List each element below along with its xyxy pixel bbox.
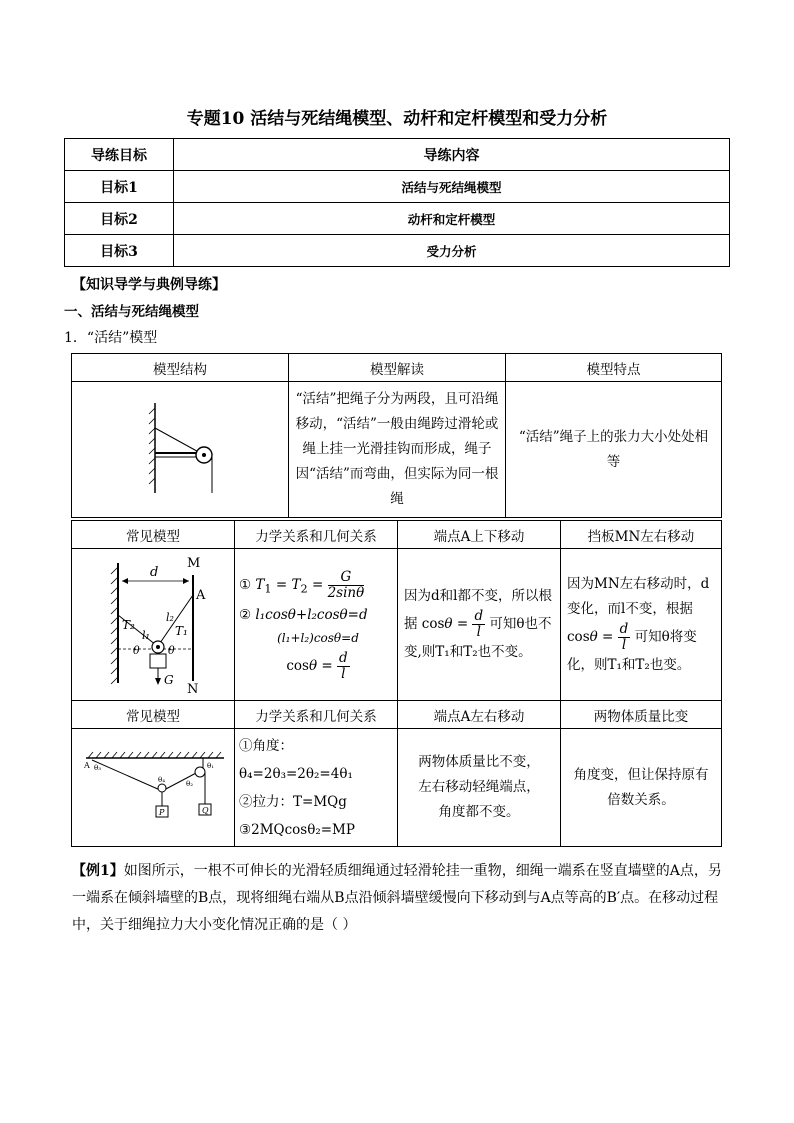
goals-header-goal: 导练目标	[65, 139, 174, 171]
vertical-analysis-a: 因为d和l都不变，所以根据	[404, 588, 552, 632]
relation-angle: ①角度：θ₄=2θ₃=2θ₂=4θ₁	[239, 737, 353, 782]
page-title: 专题10 活结与死结绳模型、动杆和定杆模型和受力分析	[186, 109, 608, 129]
force-relations-2	[235, 729, 398, 847]
formula-geometry: l₁cosθ+l₂cosθ=d	[255, 606, 368, 623]
label-theta-right: θ	[168, 643, 175, 657]
baffle-move-analysis: 因为MN左右移动时，d变化，而l不变，根据 cosθ = $\frac{d}{l}$ 可知θ将变化，则T₁和T₂也变。	[561, 549, 722, 701]
goal-content: 受力分析	[174, 235, 730, 267]
goal-label: 目标2	[65, 203, 174, 235]
label-theta3: θ₃	[94, 763, 102, 772]
label-Q: Q	[202, 805, 209, 815]
label-theta-left: θ	[133, 643, 140, 657]
label-theta1: θ₁	[207, 761, 215, 770]
example-text: 如图所示，一根不可伸长的光滑轻质细绳通过轻滑轮挂一重物，细绳一端系在竖直墙壁的A点，另一端系在倾斜墙壁的B点，现将细绳右端从B点沿倾斜墙壁缓慢向下移动到与A点等高的B′点。在移动过程中，关于细绳拉力大小变化情况正确的是（ ）	[72, 863, 722, 933]
endpoint-vertical-analysis: 因为d和l都不变，所以根据 cosθ = $\frac{d}{l}$ 可知θ也不变,则T₁和T₂也不变。	[398, 549, 561, 701]
model-feature: “活结”绳子上的张力大小处处相等	[506, 382, 722, 518]
formula-sum: (l₁+l₂)cosθ=d	[277, 630, 359, 645]
formula-index-1: ①	[239, 576, 252, 593]
common-header-model: 常见模型	[72, 521, 235, 549]
force-relations-1: ① $T_1 = T_2$ = $\frac{G}{2\sin\theta}$ ② l₁cosθ+l₂cosθ=d (l₁+l₂)cosθ=d cosθ = $\frac{d}{l}$	[235, 549, 398, 701]
vertical-analysis-b: 可知θ也不变,则T₁和T₂也不变。	[404, 616, 552, 660]
common-header-model-2: 常见模型	[72, 701, 235, 729]
common-header-vertical: 端点A上下移动	[398, 521, 561, 549]
goals-table	[64, 138, 730, 267]
example-problem	[72, 858, 732, 939]
goal-content: 活结与死结绳模型	[174, 171, 730, 203]
label-M: M	[187, 555, 201, 571]
label-N: N	[187, 681, 199, 693]
label-theta4: θ₄	[158, 775, 166, 784]
label-theta2: θ₂	[186, 779, 194, 788]
label-T1: T₁	[175, 623, 188, 638]
common-header-baffle: 挡板MN左右移动	[561, 521, 722, 549]
model-structure-diagram	[72, 382, 289, 518]
label-d: d	[150, 564, 159, 580]
model-header-interpretation: 模型解读	[289, 354, 506, 382]
hanging-model-diagram	[72, 549, 235, 701]
goal-content: 动杆和定杆模型	[174, 203, 730, 235]
common-header-horizontal: 端点A左右移动	[398, 701, 561, 729]
endpoint-horizontal-analysis: 两物体质量比不变，左右移动轻绳端点，角度都不变。	[398, 729, 561, 847]
common-models-table	[71, 520, 722, 847]
ceiling-pulley-figure	[78, 746, 228, 826]
label-A: A	[196, 587, 206, 603]
goal-label: 目标1	[65, 171, 174, 203]
common-header-relation-2: 力学关系和几何关系	[235, 701, 398, 729]
item-heading: 1．“活结”模型	[64, 330, 158, 346]
relation-mass: ③2MQcosθ₂=MP	[239, 821, 355, 838]
model-header-structure: 模型结构	[72, 354, 289, 382]
label-A2: A	[84, 760, 90, 770]
subsection-heading: 一、活结与死结绳模型	[64, 304, 199, 320]
baffle-analysis-a: 因为MN左右移动时，d变化，而l不变，根据	[567, 575, 710, 617]
common-header-relation: 力学关系和几何关系	[235, 521, 398, 549]
model-header-feature: 模型特点	[506, 354, 722, 382]
label-T2: T₂	[122, 617, 135, 632]
goals-header-content: 导练内容	[174, 139, 730, 171]
label-l1: l₁	[142, 628, 150, 642]
relation-tension: ②拉力：T=MQg	[239, 793, 347, 810]
common-header-mass-ratio: 两物体质量比变	[561, 701, 722, 729]
baffle-analysis-b: 可知θ将变化，则T₁和T₂也变。	[567, 628, 697, 673]
formula-index-2: ②	[239, 606, 252, 623]
example-label: 【例1】	[72, 863, 124, 879]
section-heading: 【知识导学与典例导练】	[72, 277, 226, 293]
wall-rope-figure	[78, 553, 228, 693]
label-P: P	[159, 807, 165, 817]
label-G: G	[164, 672, 174, 687]
pulley-structure-figure	[120, 393, 240, 503]
model-table	[71, 353, 722, 518]
goal-label: 目标3	[65, 235, 174, 267]
model-interpretation: “活结”把绳子分为两段，且可沿绳移动，“活结”一般由绳跨过滑轮或绳上挂一光滑挂钩而形成，绳子因“活结”而弯曲，但实际为同一根绳	[289, 382, 506, 518]
ceiling-pulley-diagram	[72, 729, 235, 847]
label-l2: l₂	[166, 610, 174, 624]
mass-ratio-analysis: 角度变，但让保持原有倍数关系。	[561, 729, 722, 847]
